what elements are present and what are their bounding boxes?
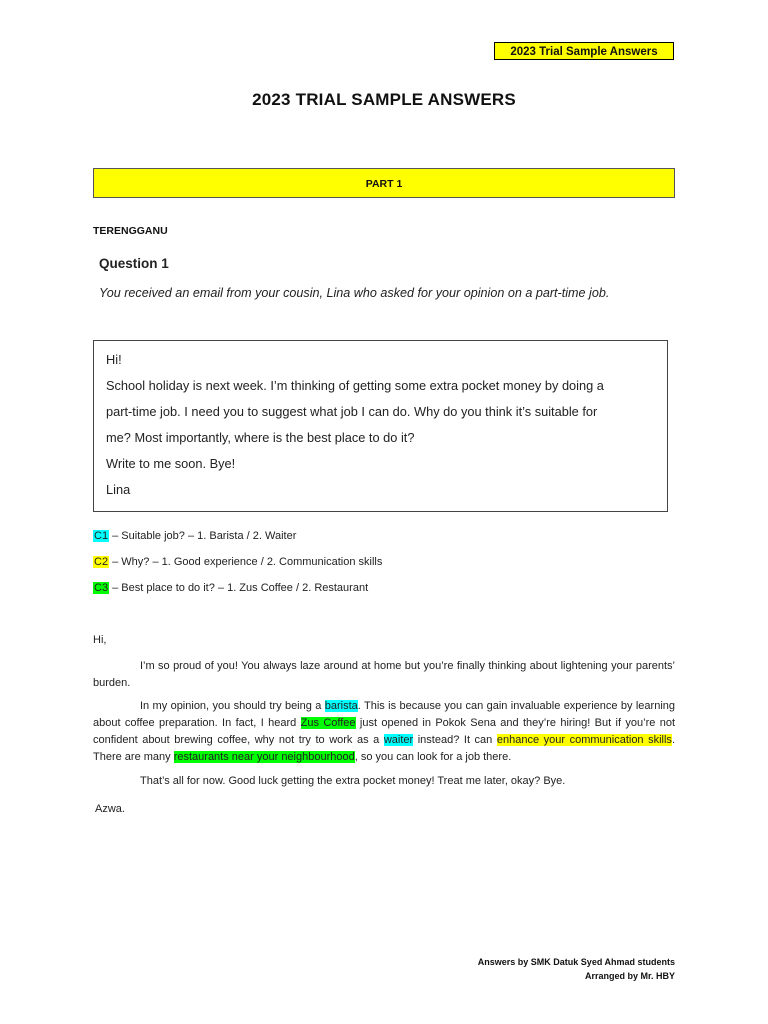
answer-paragraph-2 bbox=[93, 698, 675, 766]
email-line: Write to me soon. Bye! bbox=[106, 456, 236, 471]
email-line: Lina bbox=[106, 482, 131, 497]
highlight-job: barista bbox=[324, 700, 358, 712]
criterion-c2 bbox=[93, 556, 382, 568]
paragraph-text: . This is because you can gain invaluable experience by learning about coffee preparation. In fact, I heard bbox=[93, 700, 675, 729]
answer-paragraph-1 bbox=[93, 658, 675, 692]
email-line: Hi! bbox=[106, 352, 122, 367]
highlight-job: waiter bbox=[383, 734, 414, 746]
paragraph-text: . There are many bbox=[93, 734, 675, 763]
criterion-text: – Best place to do it? – 1. Zus Coffee / 2. Restaurant bbox=[109, 582, 369, 594]
highlight-place: restaurants near your neighbourhood bbox=[173, 751, 355, 763]
header-tag: 2023 Trial Sample Answers bbox=[494, 42, 674, 60]
criterion-text: – Why? – 1. Good experience / 2. Communication skills bbox=[109, 556, 383, 568]
email-line: part-time job. I need you to suggest what job I can do. Why do you think it’s suitable for bbox=[106, 404, 598, 419]
paragraph-text: That’s all for now. Good luck getting the extra pocket money! Treat me later, okay? Bye. bbox=[140, 775, 566, 787]
footer-line: Answers by SMK Datuk Syed Ahmad students bbox=[477, 957, 675, 967]
criterion-code: C2 bbox=[94, 556, 109, 568]
criterion-c1 bbox=[93, 530, 296, 542]
question-heading: Question 1 bbox=[99, 256, 169, 271]
state-label: TERENGGANU bbox=[93, 225, 168, 237]
criterion-text: – Suitable job? – 1. Barista / 2. Waiter bbox=[109, 530, 297, 542]
footer-line: Arranged by Mr. HBY bbox=[584, 971, 675, 981]
email-line: School holiday is next week. I’m thinking of getting some extra pocket money by doing a bbox=[106, 378, 604, 393]
paragraph-text: instead? It can bbox=[413, 734, 497, 746]
criterion-code: C1 bbox=[94, 530, 109, 542]
answer-greeting: Hi, bbox=[93, 634, 107, 646]
email-box bbox=[93, 340, 668, 512]
paragraph-text: just opened in Pokok Sena and they’re hiring! But if you’re not confident about brewing coffee, why not try to work as a bbox=[93, 717, 675, 746]
criterion-c3 bbox=[93, 582, 368, 594]
footer-credits bbox=[420, 955, 675, 983]
page-title: 2023 TRIAL SAMPLE ANSWERS bbox=[252, 90, 516, 109]
highlight-reason: enhance your communication skills bbox=[496, 734, 672, 746]
part-banner: PART 1 bbox=[93, 168, 675, 198]
question-prompt: You received an email from your cousin, Lina who asked for your opinion on a part-time job. bbox=[99, 286, 610, 300]
answer-signoff: Azwa. bbox=[95, 803, 125, 815]
paragraph-text: In my opinion, you should try being a bbox=[140, 700, 325, 712]
criterion-code: C3 bbox=[94, 582, 109, 594]
highlight-place: Zus Coffee bbox=[300, 717, 356, 729]
answer-paragraph-3 bbox=[93, 773, 675, 790]
paragraph-text: I’m so proud of you! You always laze around at home but you’re finally thinking about lightening your parents’ burden. bbox=[93, 660, 675, 689]
paragraph-text: , so you can look for a job there. bbox=[354, 751, 512, 763]
email-line: me? Most importantly, where is the best place to do it? bbox=[106, 430, 415, 445]
